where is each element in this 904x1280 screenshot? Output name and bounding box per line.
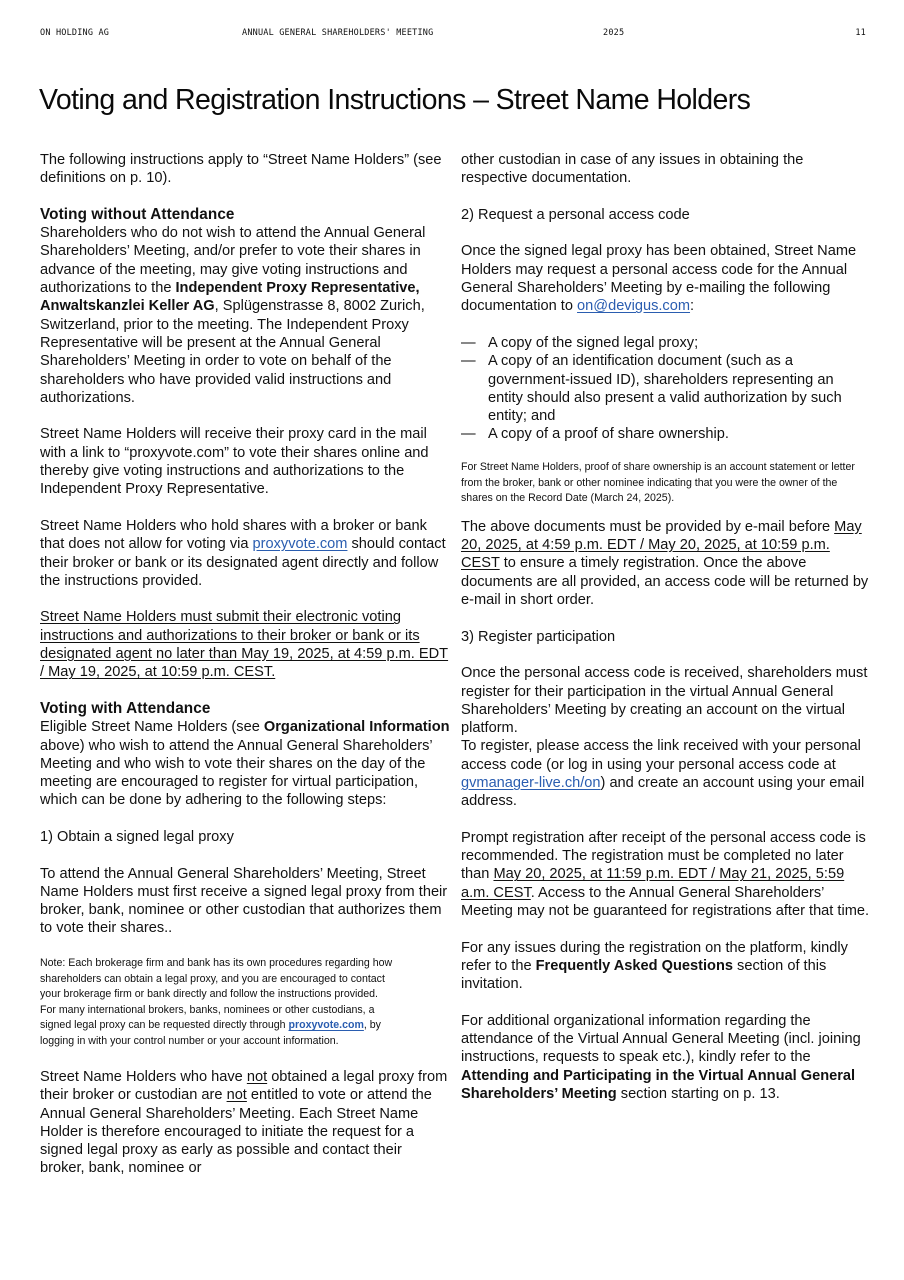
faq-paragraph xyxy=(461,939,871,994)
voting-deadline-text: Street Name Holders must submit their electronic voting instructions and authorizations to their broker or bank or its designated agent no later than May 19, 2025, at 4:59 p.m. EDT / May 19, 2025, at 10:59 p.m. CEST. xyxy=(40,609,449,681)
list-item xyxy=(461,425,871,443)
proxyvote-note-link[interactable]: proxyvote.com xyxy=(288,1019,364,1032)
paragraph-eligible-holders xyxy=(40,718,450,809)
independent-proxy-name: Independent Proxy Representative, Anwaltskanzlei Keller AG xyxy=(40,280,420,315)
text: , Splügenstrasse 8, 8002 Zurich, Switzerland, prior to the meeting. The Independent Proxy Representative will be present at the Annual General Shareholders’ Meeting in order to vote on behalf of the shareholders who have provided valid instructions and authorizations. xyxy=(40,298,425,406)
text: . Access to the Annual General Shareholders’ Meeting may not be guaranteed for registrations after that time. xyxy=(461,884,870,920)
dash-bullet-icon: — xyxy=(461,334,476,351)
text: section of this invitation. xyxy=(461,957,827,993)
text: section starting on p. 13. xyxy=(616,1086,780,1103)
text: Prompt registration after receipt of the personal access code is recommended. The registration must be completed no later than xyxy=(461,829,866,883)
text: Note: Each brokerage firm and bank has its own procedures regarding how shareholders can obtain a legal proxy, and you are encouraged to contact your brokerage firm or bank directly and follow the instructions provided. For many international brokers, banks, nominees or other custodians, a signed legal proxy can be requested directly through xyxy=(40,957,393,1032)
organizational-information-ref: Organizational Information xyxy=(263,719,450,736)
brokerage-note xyxy=(40,956,396,1050)
text: to ensure a timely registration. Once the above documents are all provided, an access code will be returned by e-mail in short order. xyxy=(461,555,869,609)
documents-deadline-paragraph xyxy=(461,518,871,609)
dash-bullet-icon: — xyxy=(461,353,476,370)
list-item-text: A copy of an identification document (such as a government-issued ID), shareholders representing an entity should also present a valid authorization by such entity; and xyxy=(488,353,842,425)
proof-of-ownership-note: For Street Name Holders, proof of share ownership is an account statement or letter from the broker, bank or other nominee indicating that you were the owner of the shares on the Record Date (March 24, 2025). xyxy=(461,461,855,505)
proxyvote-link[interactable]: proxyvote.com xyxy=(252,536,348,553)
text: Eligible Street Name Holders (see xyxy=(40,719,264,736)
paragraph-proxy-card: Street Name Holders will receive their proxy card in the mail with a link to “proxyvote.com” to vote their shares online and thereby give voting instructions and authorizations to the Independent Proxy Representative. xyxy=(40,426,429,498)
dash-bullet-icon: — xyxy=(461,426,476,443)
documents-deadline-date: May 20, 2025, at 4:59 p.m. EDT / May 20, 2025, at 10:59 p.m. CEST xyxy=(461,518,862,572)
text: , by logging in with your control number or your account information. xyxy=(40,1019,381,1048)
devigus-email-link[interactable]: on@devigus.com xyxy=(577,298,691,315)
additional-info-paragraph xyxy=(461,1012,871,1103)
text: Street Name Holders who have xyxy=(40,1068,247,1085)
header-company: ON HOLDING AG xyxy=(40,28,110,38)
register-instructions xyxy=(461,737,871,810)
text: should contact their broker or bank or its designated agent directly and follow the instructions provided. xyxy=(40,536,446,589)
list-item xyxy=(461,352,871,425)
text: entitled to vote or attend the Annual General Shareholders’ Meeting. Each Street Name Holder is therefore encouraged to initiate the request for a signed legal proxy as early as possible and contact their broker, bank, nominee or xyxy=(40,1087,432,1177)
paragraph-voting-deadline xyxy=(40,608,450,681)
paragraph-no-legal-proxy xyxy=(40,1068,450,1178)
paragraph-independent-proxy xyxy=(40,224,450,407)
left-column xyxy=(40,151,450,1178)
required-documents-list xyxy=(461,334,871,444)
step-1-heading: 1) Obtain a signed legal proxy xyxy=(40,828,234,845)
text: obtained a legal proxy from their broker or custodian are xyxy=(40,1068,448,1104)
step-3-heading: 3) Register participation xyxy=(461,628,616,645)
paragraph-broker-contact xyxy=(40,517,450,590)
continued-paragraph: other custodian in case of any issues in obtaining the respective documentation. xyxy=(461,152,804,187)
page-title: Voting and Registration Instructions – Street Name Holders xyxy=(39,84,751,116)
faq-section-ref: Frequently Asked Questions xyxy=(535,957,733,974)
text: ) and create an account using your email address. xyxy=(461,774,865,810)
heading-voting-without-attendance: Voting without Attendance xyxy=(40,205,235,223)
text: Once the signed legal proxy has been obtained, Street Name Holders may request a personal access code for the Annual General Shareholders’ Meeting by e-mailing the following documentation to xyxy=(461,243,857,315)
list-item xyxy=(461,334,871,352)
step-3-text: Once the personal access code is received, shareholders must register for their participation in the virtual Annual General Shareholders’ Meeting by creating an account on the virtual platform. xyxy=(461,665,868,737)
text: For any issues during the registration on the platform, kindly refer to the xyxy=(461,939,848,974)
registration-deadline-date: May 20, 2025, at 11:59 p.m. EDT / May 21, 2025, 5:59 a.m. CEST xyxy=(461,866,845,901)
header-year: 2025 xyxy=(603,28,625,38)
list-item-text: A copy of a proof of share ownership. xyxy=(488,426,729,443)
emphasis-not: not xyxy=(246,1068,268,1085)
text: : xyxy=(690,298,695,315)
step-1-text: To attend the Annual General Shareholders’ Meeting, Street Name Holders must first receive a signed legal proxy from their broker, bank, nominee or other custodian that authorizes them to vote their shares.. xyxy=(40,865,448,937)
page-number: 11 xyxy=(855,28,866,38)
text: Shareholders who do not wish to attend the Annual General Shareholders’ Meeting, and/or prefer to vote their shares in advance of the meeting, may give voting instructions and authorizations to the xyxy=(40,225,426,297)
step-2-heading: 2) Request a personal access code xyxy=(461,206,690,223)
header-event: ANNUAL GENERAL SHAREHOLDERS' MEETING xyxy=(242,28,434,38)
running-header xyxy=(40,28,866,42)
text: For additional organizational information regarding the attendance of the Virtual Annual General Meeting (incl. joining instructions, requests to speak etc.), kindly refer to the xyxy=(461,1012,861,1066)
gvmanager-link[interactable]: gvmanager-live.ch/on xyxy=(461,774,601,791)
registration-deadline-paragraph xyxy=(461,829,871,920)
intro-paragraph: The following instructions apply to “Street Name Holders” (see definitions on p. 10). xyxy=(40,152,442,187)
list-item-text: A copy of the signed legal proxy; xyxy=(488,334,699,351)
emphasis-not: not xyxy=(226,1087,247,1104)
text: To register, please access the link received with your personal access code (or log in using your personal access code at xyxy=(461,738,861,773)
attending-section-ref: Attending and Participating in the Virtual Annual General Shareholders’ Meeting xyxy=(461,1067,856,1103)
text: Street Name Holders who hold shares with a broker or bank that does not allow for voting via xyxy=(40,517,427,553)
heading-voting-with-attendance: Voting with Attendance xyxy=(40,699,211,717)
text: above) who wish to attend the Annual General Shareholders’ Meeting and who wish to vote their shares on the day of the meeting are encouraged to register for virtual participation, which can be done by adhering to the following steps: xyxy=(40,737,433,809)
step-2-text xyxy=(461,242,871,315)
text: The above documents must be provided by e-mail before xyxy=(461,518,835,535)
right-column xyxy=(461,151,871,1122)
